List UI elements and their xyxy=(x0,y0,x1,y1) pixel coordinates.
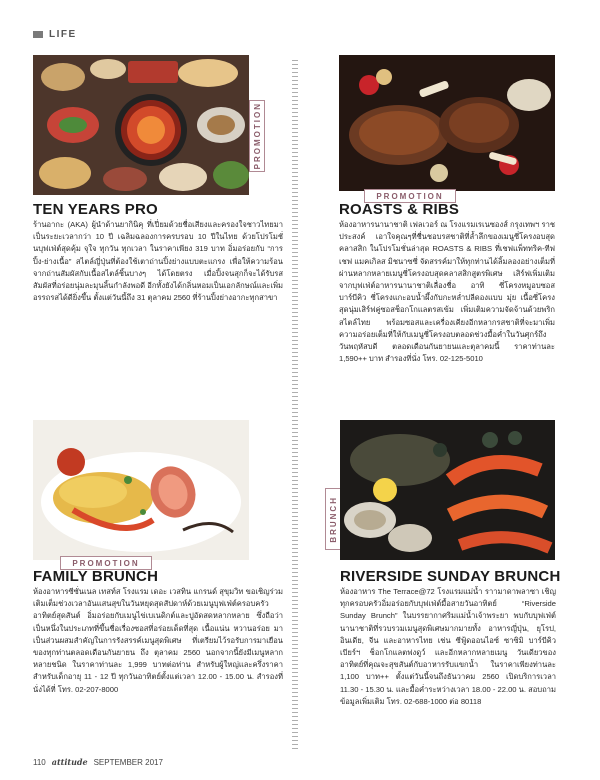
section-label: LIFE xyxy=(49,29,77,40)
issue-date: SEPTEMBER 2017 xyxy=(93,758,163,767)
column-divider xyxy=(292,60,298,750)
article-body: ห้องอาหาร The Terrace@72 โรงแรมแม่น้ำ ราามาดาพลาซา เชิญทุกครอบครัวอิ่มอร่อยกับบุฟเฟ่ต์มื้อสายวันอาทิตย์ “Riverside Sunday Brunch” ในบรรยากาศริมแม่น้ำเจ้าพระยา พบกับบุฟเฟ่ต์นานาชาติที่รวบรวมเมนูสุดพิเศษมากมายทั้ง อาหารญี่ปุ่น, ยุโรป, อินเดีย, จีน และอาหารไทย เช่น ซีฟู้ดออนไอซ์ ซาซิมิ บาร์บีคิว เบียร์ฯ ช็อกโกแลตฟงดูว์ และอีกหลากหลายเมนู วันเดียวของอาทิตย์ที่คุณจะสุขสันต์กับอาหารรับแขกน้ำ ในราคาเพียงท่านละ 1,100 บาท++ ตั้งแต่วันนี้จนถึงธันวาคม 2560 เปิดบริการเวลา 11.30 - 15.30 น. และมื้อค่ำระหว่างเวลา 18.00 - 22.00 น. สอบถามข้อมูลเพิ่มเติม โทร. 02-688-1000 ต่อ 80118 xyxy=(340,587,556,706)
article-title: ROASTS & RIBS xyxy=(339,201,460,218)
article-title: RIVERSIDE SUNDAY BRUNCH xyxy=(340,568,561,585)
seafood-photo xyxy=(340,420,555,560)
article-body: ห้องอาหารนานาชาติ เฟลเวอร์ ณ โรงแรมเรเนซองส์ กรุงเทพฯ ราชประสงค์ เอาใจคุณๆที่ชื่นชอบรสชาติที่ล้ำลึกของเมนูซี่โครงอบสุดคลาสสิก ในโปรโมชั่นล่าสุด ROASTS & RIBS ที่เชฟแพ็ททริค-ทีฟเชฟ แมคเกิลส มิชนาซซี่ จัดสรรค์มาให้ทุกท่านได้ลิ้มลองอย่างเต็มที่ ผ่านหลากหลายเมนูซี่โครงอบสุดคลาสสิกสูตรพิเศษ เสิร์ฟเพิ่มเติมจากบุฟเฟ่ต์อาหารนานาชาติเลื่องชื่อ อาทิ ซี่โครงหมูอบซอสบาร์บีคิว ซี่โครงแกะอบน้ำผึ้งกับกะหล่ำปลีดองแบบ มุ่ย เนื้อซี่โครงสุดนุ่มเสิร์ฟคู่ซอสช็อกโกแลตรสเข้ม เพิ่มเติมความจัดจ้านด้วยพริกสไตล์ไทย พร้อมซอสและเครื่องเคียงอีกหลากรสชาติที่จะมาเพิ่มความอร่อยเต็มที่ให้กับเมนูซี่โครงอบตลอดช่วงมื้อค่ำในวันศุกร์ถึงวันพฤหัสบดี ตลอดเดือนกันยายนและตุลาคมนี้ ราคาท่านละ 1,590++ บาท สำรองที่นั่ง โทร. 02-125-5010 xyxy=(339,220,555,364)
brunch-tag: BRUNCH xyxy=(325,488,341,550)
article-title: TEN YEARS PRO xyxy=(33,201,158,218)
page-footer xyxy=(33,757,163,767)
promotion-tag: PROMOTION xyxy=(364,189,456,203)
article-body: ร้านอากะ (AKA) ผู้นำด้านยากินิคุ ที่เปี่ยมด้วยชื่อเสียงและครองใจชาวไทยมาเป็นระยะเวลากว่า 10 ปี เฉลิมฉลองการครบรอบ 10 ปีในไทย ด้วยโปรโมชั่นบุฟเฟ่ต์สุดคุ้ม จุใจ ทุกวัน ทุกเวลา ในราคาเพียง 319 บาท อิ่มอร่อยกับ “การปิ้ง-ย่างเนื้อ” สไตล์ญี่ปุ่นที่ต้องใช้เตาถ่านปิ้งย่างแบบตะแกรง เพื่อให้ความร้อนจากถ่านสัมผัสกับเนื้อสไตล์ชิ้นบางๆ ได้โดยตรง เมื่อปิ้งจนสุกก็จะได้รับรสสัมผัสที่อร่อยนุ่มละมุนลิ้นกำลังพอดี อีกทั้งยังได้กลิ่นหอมเป็นเอกลักษณ์และเพิ่มอรรถรสได้ดียิ่งขึ้น ตั้งแต่วันนี้ถึง 31 ตุลาคม 2560 ที่ร้านปิ้งย่างอากะทุกสาขา xyxy=(33,220,283,303)
ribs-photo xyxy=(339,55,555,191)
section-header xyxy=(33,29,77,40)
yakiniku-photo xyxy=(33,55,249,195)
promotion-tag: PROMOTION xyxy=(60,556,152,570)
article-body: ห้องอาหารซีซั่นเนล เทสท์ส โรงแรม เดอะ เวสทิน แกรนด์ สุขุมวิท ขอเชิญร่วมเติมเต็มช่วงเวลาอันแสนสุขในวันหยุดสุดสัปดาห์ด้วยเมนูบุฟเฟ่ต์ครอบครัวอาทิตย์สุดสันต์ อิ่มอร่อยกับเมนูไข่เบเนดิกต์และปูอัดสดหลากหลาย ซึ่งถือว่าเป็นหนึ่งในประเภทที่ขึ้นชื่อเรื่องซอสที่อร่อยเด็ดที่สุด เนื้อแน่น หวานอร่อย มาเป็นส่วนผสมสำคัญในการรังสรรค์เมนูสุดพิเศษ ที่เตรียมไว้รอรับการมาเยือนของทุกท่านตลอดเดือนกันยายน ถึง ตุลาคม 2560 นอกจากนี้ยังมีเมนูหลากหลายชนิด ในราคาท่านละ 1,999 บาทต่อท่าน สำหรับผู้ใหญ่และครึ่งราคาสำหรับเด็กอายุ 11 - 12 ปี ทุกวันอาทิตย์ตั้งแต่เวลา 12.00 - 15.00 น. สำรองที่นั่งได้ที่ โทร. 02-207-8000 xyxy=(33,587,283,694)
magazine-logo: attitude xyxy=(51,757,88,767)
promotion-tag: PROMOTION xyxy=(249,100,265,172)
brunch-photo xyxy=(33,420,249,560)
article-title: FAMILY BRUNCH xyxy=(33,568,159,585)
page-number: 110 xyxy=(33,758,46,767)
section-marker xyxy=(33,31,43,38)
